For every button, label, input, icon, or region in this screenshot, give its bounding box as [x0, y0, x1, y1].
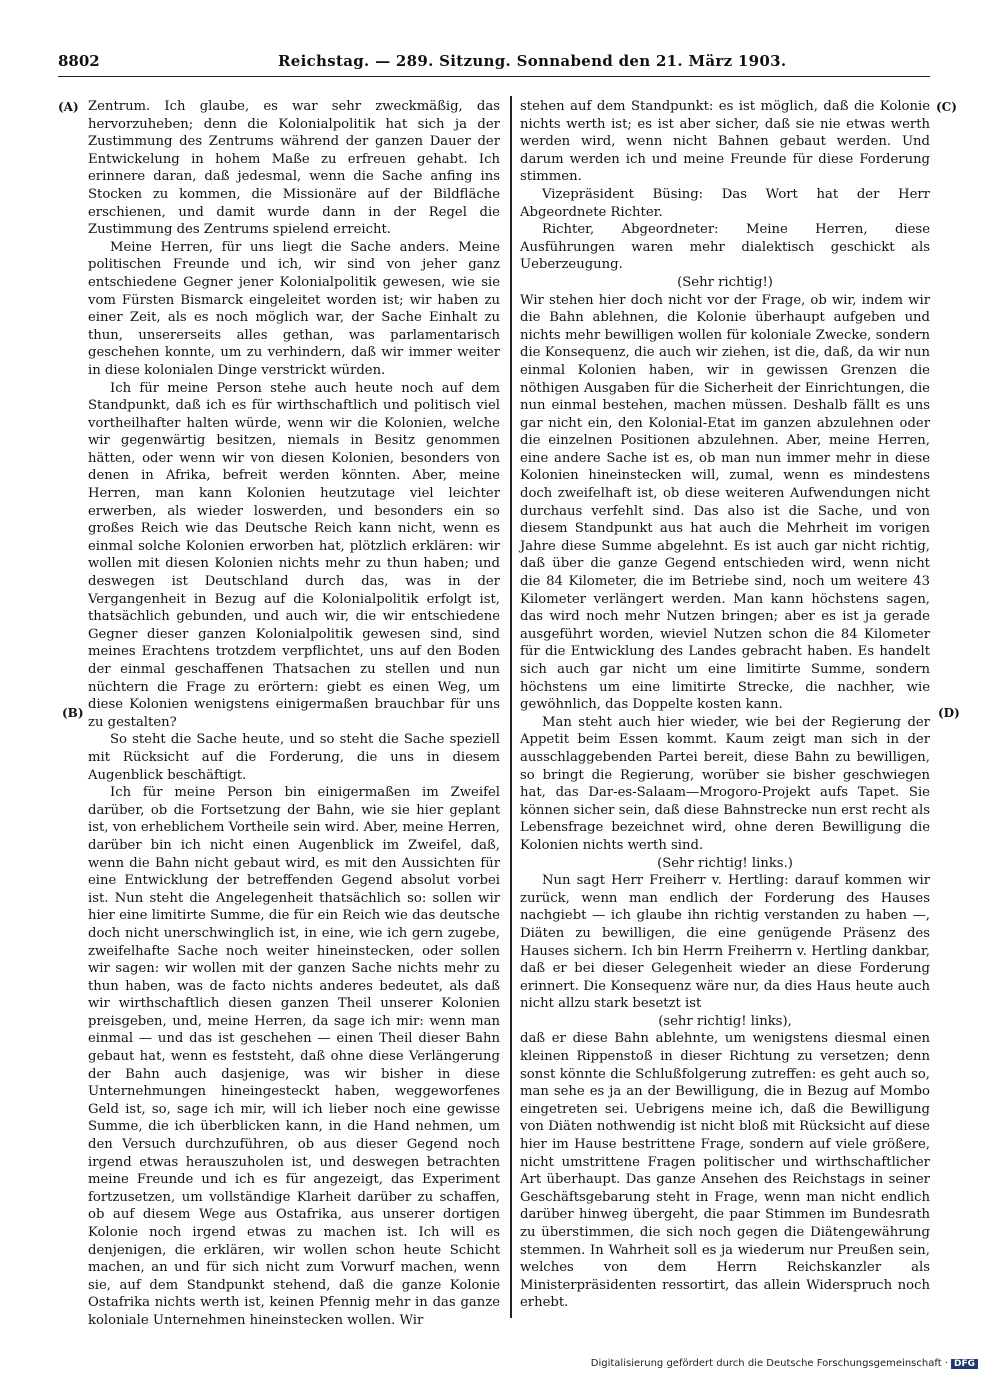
column-divider — [510, 96, 512, 1318]
interjection: (Sehr richtig!) — [677, 274, 773, 290]
margin-marker-a: (A) — [58, 100, 79, 114]
running-title: Reichstag. — 289. Sitzung. Sonnabend den 21. März 1903. — [278, 52, 787, 70]
paragraph: Ich für meine Person stehe auch heute noch auf dem Standpunkt, daß ich es für wirthschaftlich und politisch viel vortheilhafter halten würde, wenn wir die Kolonien, welche wir gegenwärtig besitzen, niemals in Besitz genommen hätten, oder wenn wir von diesen Kolonien, besonders von denen in Afrika, befreit werden könnten. Aber, meine Herren, man kann Kolonien heutzutage viel leichter erwerben, als wieder loswerden, und besonders ein so großes Reich wie das Deutsche Reich kann nicht, wenn es einmal solche Kolonien erworben hat, plötzlich erklären: wir wollen mit diesen Kolonien nichts mehr zu thun haben; und deswegen ist Deutschland durch das, was in der Vergangenheit in Bezug auf die Kolonialpolitik erfolgt ist, thatsächlich gebunden, und auch wir, die wir entschiedene Gegner dieser ganzen Kolonialpolitik gewesen sind, sind meines Erachtens trotzdem verpflichtet, uns auf den Boden der einmal geschaffenen Thatsachen zu stellen und nun nüchtern die Frage zu erörtern: giebt es einen Weg, um diese Kolonien wenigstens einigermaßen brauchbar für uns zu gestalten? — [88, 380, 500, 730]
margin-marker-b: (B) — [62, 706, 84, 720]
paragraph: daß er diese Bahn ablehnte, um wenigstens diesmal einen kleinen Rippenstoß in dieser Richtung zu versetzen; denn sonst könnte die Schlußfolgerung zutreffen: es geht auch so, man sehe es ja an der Bewilligung, die in Bezug auf Mombo eingetreten sei. Uebrigens meine ich, daß die Bewilligung von Diäten nothwendig ist nicht bloß mit Rücksicht auf diese hier im Hause bestrittene Frage, sondern auf viele größere, nicht umstrittene Fragen politischer und wirthschaftlicher Art überhaupt. Das ganze Ansehen des Reichstags in seiner Geschäftsgebarung steht in Frage, wenn man nicht endlich darüber hinweg übergeht, die paar Stimmen im Bundesrath zu überstimmen, die sich noch gegen die Diätengewährung stemmen. In Wahrheit soll es ja wiederum nur Preußen sein, welches von dem Herrn Reichskanzler als Ministerpräsidenten ressortirt, das allein Widerspruch noch erhebt. — [520, 1031, 930, 1311]
speaker-paragraph: Richter, Abgeordneter: Meine Herren, diese Ausführungen waren mehr dialektisch geschickt als Ueberzeugung. — [520, 222, 930, 273]
page-header — [58, 52, 930, 74]
interjection: (sehr richtig! links), — [658, 1013, 792, 1029]
paragraph: Man steht auch hier wieder, wie bei der Regierung der Appetit beim Essen kommt. Kaum zeigt man sich in der ausschlaggebenden Partei bereit, diese Bahn zu bewilligen, so bringt die Regierung, worüber sie bisher geschwiegen hat, das Dar-es-Salaam—Mrogoro-Projekt aufs Tapet. Sie können sicher sein, daß diese Bahnstrecke nun erst recht als Lebensfrage bezeichnet wird, ohne deren Bewilligung die Kolonien nichts werth sind. — [520, 714, 930, 853]
left-column — [88, 98, 500, 1330]
paragraph: Ich für meine Person bin einigermaßen im Zweifel darüber, ob die Fortsetzung der Bahn, wie sie hier geplant ist, von erheblichem Vortheile sein wird. Aber, meine Herren, darüber bin ich nicht einen Augenblick im Zweifel, daß, wenn die Bahn nicht gebaut wird, es mit den Aussichten für eine Entwicklung der betreffenden Gegend absolut vorbei ist. Nun steht die Angelegenheit thatsächlich so: sollen wir hier eine limitirte Summe, die für ein Reich wie das deutsche doch nicht unerschwinglich ist, in eine, wie ich gern zugebe, zweifelhafte Sache noch weiter hineinstecken, oder sollen wir sagen: wir wollen mit der ganzen Sache nichts mehr zu thun haben, was de facto nichts anderes bedeutet, als daß wir wirthschaftlich diesen ganzen Theil unserer Kolonien preisgeben, und, meine Herren, da sage ich mir: wenn man einmal — und das ist geschehen — einen Theil dieser Bahn gebaut hat, wenn es feststeht, daß ohne diese Verlängerung der Bahn auch dasjenige, was wir bisher in diese Unternehmungen hineingesteckt haben, weggeworfenes Geld ist, so, sage ich mir, will ich lieber noch eine gewisse Summe, die ich überblicken kann, in die Hand nehmen, um den Versuch durchzuführen, ob aus dieser Gegend noch irgend etwas herauszuholen ist, und deswegen betrachten meine Freunde und ich es für angezeigt, das Experiment fortzusetzen, um vollständige Klarheit darüber zu schaffen, ob auf diesem Wege aus Ostafrika, aus unserer dortigen Kolonie noch irgend etwas zu machen ist. Ich will es denjenigen, die erklären, wir wollen schon heute Schicht machen, an und für sich nicht zum Vorwurf machen, wenn sie, auf dem Standpunkt stehend, daß die ganze Kolonie Ostafrika nichts werth ist, keinen Pfennig mehr in das ganze koloniale Unternehmen hineinstecken wollen. Wir — [88, 785, 500, 1328]
paragraph: So steht die Sache heute, und so steht die Sache speziell mit Rücksicht auf die Forderung, die uns in diesem Augenblick beschäftigt. — [88, 732, 500, 783]
footer-text: Digitalisierung gefördert durch die Deutsche Forschungsgemeinschaft · — [590, 1358, 948, 1369]
paragraph: Nun sagt Herr Freiherr v. Hertling: darauf kommen wir zurück, wenn man endlich der Forderung des Hauses nachgiebt — ich glaube ihn richtig verstanden zu haben —, Diäten zu bewilligen, die eine genügende Präsenz des Hauses sichern. Ich bin Herrn Freiherrn v. Hertling dankbar, daß er bei dieser Gelegenheit wieder an diese Forderung erinnert. Die Konsequenz wäre nur, da dies Haus heute auch nicht allzu stark besetzt ist — [520, 873, 930, 1012]
dfg-logo: DFG — [951, 1359, 978, 1369]
footer-credit — [591, 1358, 978, 1369]
page-number: 8802 — [58, 52, 100, 70]
paragraph: Meine Herren, für uns liegt die Sache anders. Meine politischen Freunde und ich, wir sind von jeher ganz entschiedene Gegner jener Kolonialpolitik gewesen, wie sie vom Fürsten Bismarck eingeleitet worden ist; wir haben zu einer Zeit, als es noch möglich war, der Sache Einhalt zu thun, unsererseits alles gethan, was parlamentarisch geschehen konnte, um zu verhindern, daß wir immer weiter in diese kolonialen Dinge verstrickt würden. — [88, 239, 500, 378]
paragraph: Wir stehen hier doch nicht vor der Frage, ob wir, indem wir die Bahn ablehnen, die Kolonie überhaupt aufgeben und nichts mehr bewilligen wollen für koloniale Zwecke, sondern die Konsequenz, die auch wir ziehen, ist die, daß, da wir nun einmal Kolonien haben, wir in gewissen Grenzen die nöthigen Ausgaben für die Sicherheit der Einrichtungen, die nun einmal bestehen, machen müssen. Deshalb fällt es uns gar nicht ein, den Kolonial-Etat im ganzen abzulehnen oder die einzelnen Positionen abzulehnen. Aber, meine Herren, eine andere Sache ist es, ob man nun immer mehr in diese Kolonien hineinstecken will, zumal, wenn es mindestens doch zweifelhaft ist, ob diese weiteren Aufwendungen nicht durchaus verfehlt sind. Das also ist die Sache, und von diesem Standpunkt aus hat auch die Mehrheit im vorigen Jahre diese Summe abgelehnt. Es ist auch gar nicht richtig, daß über die ganze Gegend entschieden wird, wenn nicht die 84 Kilometer, die im Betriebe sind, noch um weitere 43 Kilometer verlängert werden. Man kann höchstens sagen, das wird noch mehr Nutzen bringen; aber es ist ja gerade ausgeführt worden, wieviel Nutzen schon die 84 Kilometer für die Entwicklung des Landes gebracht haben. Es handelt sich auch gar nicht um eine limitirte Summe, sondern höchstens um eine limitirte Strecke, die nachher, wie gewöhnlich, das Doppelte kosten kann. — [520, 292, 930, 713]
paragraph: stehen auf dem Standpunkt: es ist möglich, daß die Kolonie nichts werth ist; es ist aber sicher, daß sie nie etwas werth werden wird, wenn nicht Bahnen gebaut werden. Und darum werden ich und meine Freunde für diese Forderung stimmen. — [520, 99, 930, 185]
speaker-paragraph: Vizepräsident Büsing: Das Wort hat der Herr Abgeordnete Richter. — [520, 186, 930, 220]
header-rule — [58, 76, 930, 77]
interjection: (Sehr richtig! links.) — [657, 855, 793, 871]
margin-marker-c: (C) — [936, 100, 957, 114]
paragraph: Zentrum. Ich glaube, es war sehr zweckmäßig, das hervorzuheben; denn die Kolonialpolitik hat sich ja der Zustimmung des Zentrums während der ganzen Dauer der Entwickelung in hohem Maße zu erfreuen gehabt. Ich erinnere daran, daß jedesmal, wenn die Sache anfing ins Stocken zu kommen, die Missionäre auf der Bildfläche erschienen, und damit wurde dann in der Regel die Zustimmung des Zentrums spielend erreicht. — [88, 99, 500, 238]
right-column — [520, 98, 930, 1312]
margin-marker-d: (D) — [938, 706, 960, 720]
